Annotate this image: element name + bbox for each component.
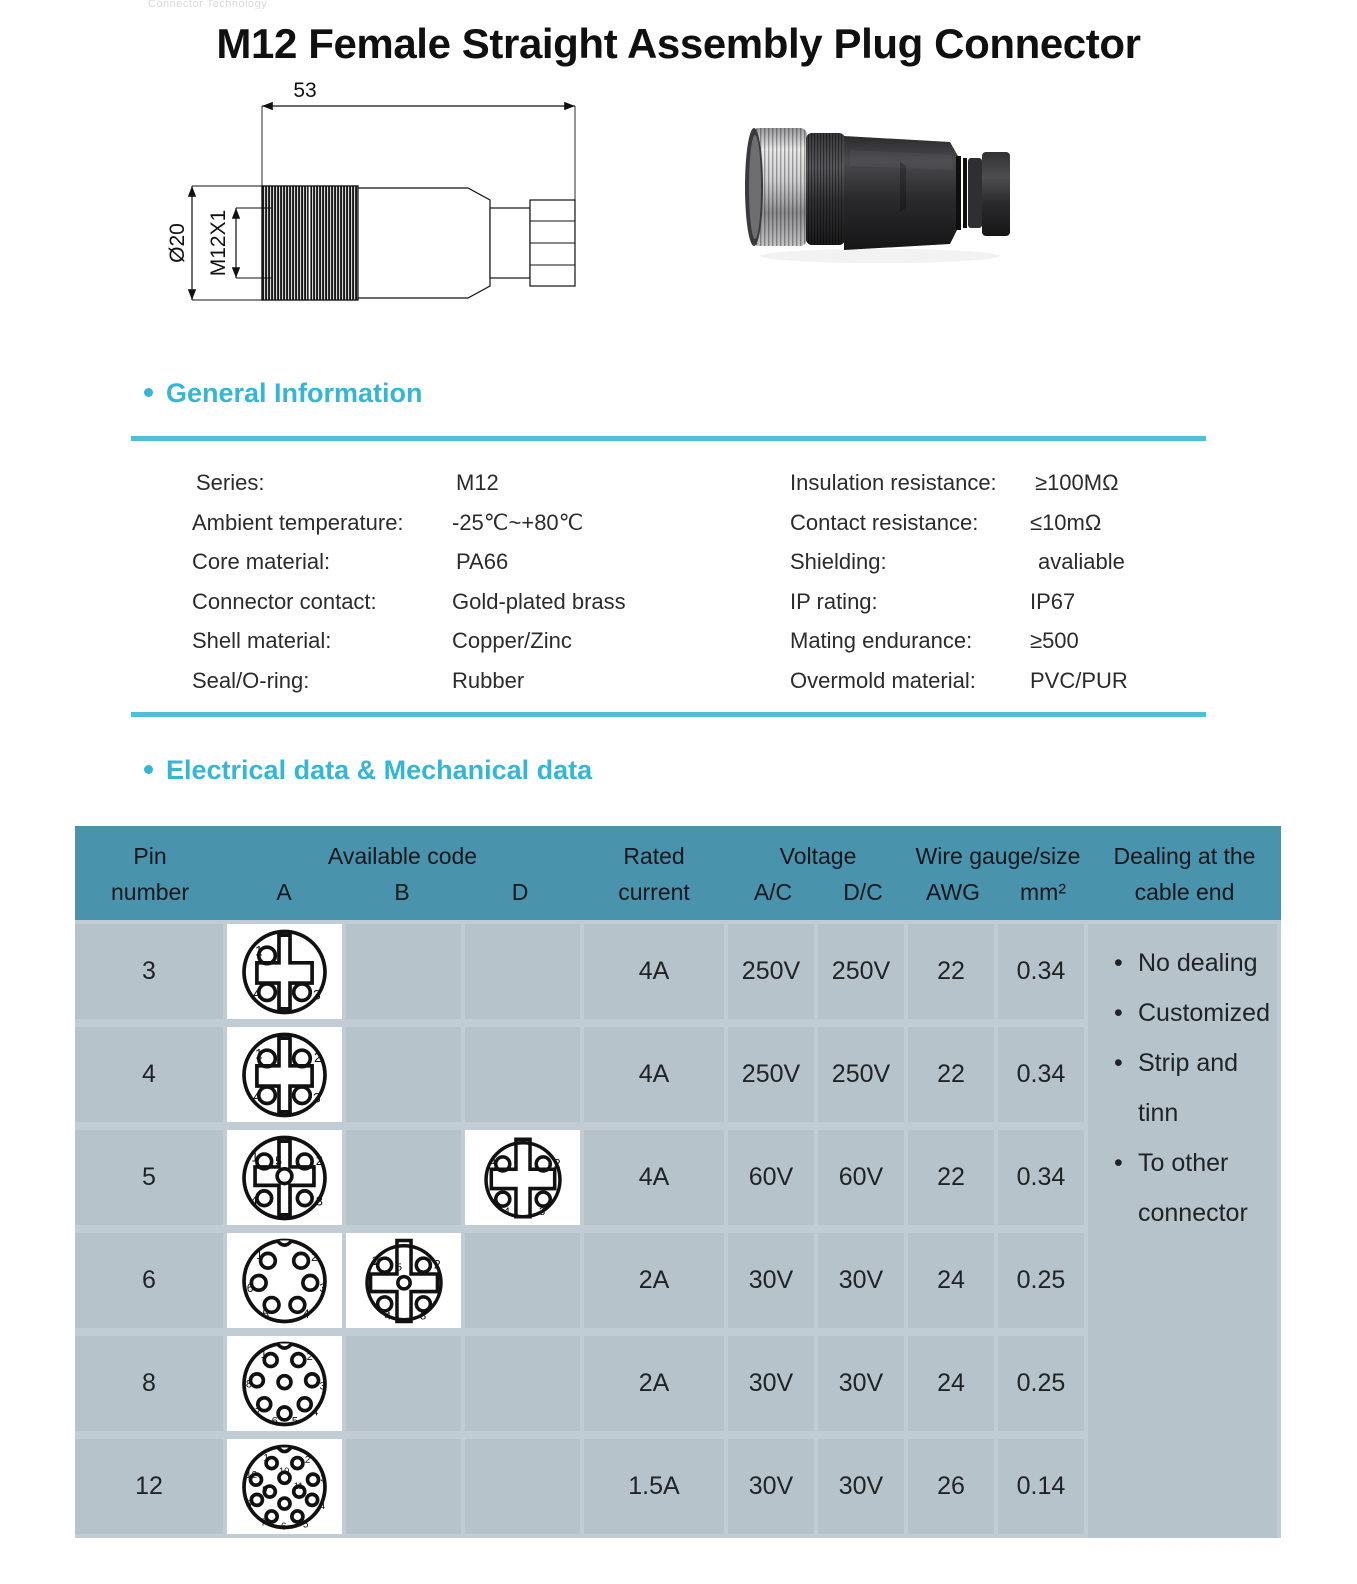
svg-text:3: 3 xyxy=(319,1280,327,1295)
info-value: M12 xyxy=(456,470,499,495)
info-value: PA66 xyxy=(456,549,509,574)
cell-voltage-dc: 250V xyxy=(818,1027,904,1122)
cell-voltage-dc: 30V xyxy=(818,1336,904,1431)
svg-text:3: 3 xyxy=(313,1090,321,1106)
info-value: Rubber xyxy=(452,667,525,693)
header-dc: D/C xyxy=(843,879,883,905)
info-value: PVC/PUR xyxy=(1030,667,1128,693)
cell-awg: 24 xyxy=(908,1336,994,1431)
cell-code-a-diagram xyxy=(227,1439,342,1534)
cell-awg: 22 xyxy=(908,924,994,1019)
general-info-right-column xyxy=(790,470,1270,707)
cell-rated-current: 2A xyxy=(584,1233,724,1328)
svg-text:2: 2 xyxy=(311,1249,318,1264)
cell-voltage-ac: 250V xyxy=(728,1027,814,1122)
specifications-table xyxy=(75,826,1281,1538)
cell-voltage-ac: 30V xyxy=(728,1233,814,1328)
general-info-row xyxy=(790,628,1270,668)
cell-rated-current: 2A xyxy=(584,1336,724,1431)
svg-text:2: 2 xyxy=(433,1257,441,1272)
svg-text:4: 4 xyxy=(384,1310,391,1323)
svg-text:1: 1 xyxy=(255,1247,263,1262)
cell-voltage-ac: 30V xyxy=(728,1439,814,1534)
info-label: Shell material: xyxy=(192,628,332,653)
cell-rated-current: 4A xyxy=(584,1130,724,1225)
svg-text:53: 53 xyxy=(293,79,317,102)
cell-pin-number: 4 xyxy=(75,1027,223,1122)
pinout-5pin-a-icon xyxy=(237,1132,332,1224)
cell-code-d-empty xyxy=(465,1233,580,1328)
general-info-row xyxy=(192,589,752,629)
svg-text:4: 4 xyxy=(253,985,261,1001)
svg-text:6: 6 xyxy=(280,1520,287,1532)
info-value: -25℃~+80℃ xyxy=(452,509,584,535)
svg-text:1: 1 xyxy=(251,1148,259,1164)
info-label: Series: xyxy=(196,470,265,495)
general-info-row xyxy=(192,549,752,589)
cell-awg: 22 xyxy=(908,1130,994,1225)
table-body xyxy=(75,920,1281,1538)
cell-code-d-empty xyxy=(465,924,580,1019)
cell-code-d-empty xyxy=(465,1336,580,1431)
product-photo-svg xyxy=(700,100,1080,300)
svg-text:2: 2 xyxy=(315,1152,323,1168)
cell-pin-number: 12 xyxy=(75,1439,223,1534)
pinout-8pin-a-icon xyxy=(237,1338,332,1430)
svg-text:1: 1 xyxy=(489,1152,497,1167)
cell-pin-number: 8 xyxy=(75,1336,223,1431)
svg-text:M12X1: M12X1 xyxy=(207,209,230,277)
header-rated-line2: current xyxy=(618,879,690,905)
svg-text:7: 7 xyxy=(260,1517,267,1529)
header-dealing-line2: cable end xyxy=(1134,879,1235,905)
cell-awg: 24 xyxy=(908,1233,994,1328)
logo-text: Connector Technology xyxy=(148,0,268,9)
cell-awg: 22 xyxy=(908,1027,994,1122)
info-value: ≥100MΩ xyxy=(1035,470,1119,495)
pinout-6pin-a-icon xyxy=(237,1235,332,1327)
page-title: M12 Female Straight Assembly Plug Connector xyxy=(216,20,1141,67)
svg-text:4: 4 xyxy=(302,1306,310,1321)
info-label: Insulation resistance: xyxy=(790,470,997,495)
divider-top xyxy=(131,436,1206,441)
cell-code-a-diagram xyxy=(227,1336,342,1431)
svg-text:3: 3 xyxy=(313,987,321,1003)
info-value: Copper/Zinc xyxy=(452,628,572,653)
svg-text:1: 1 xyxy=(263,1452,269,1464)
header-dealing-line1: Dealing at the xyxy=(1113,843,1256,869)
svg-text:6: 6 xyxy=(271,1414,278,1427)
table-header-row xyxy=(75,826,1281,920)
header-voltage: Voltage xyxy=(779,843,857,869)
general-info-row xyxy=(790,470,1270,510)
svg-text:5: 5 xyxy=(262,1306,270,1321)
svg-text:7: 7 xyxy=(255,1405,262,1418)
cell-code-a-diagram xyxy=(227,924,342,1019)
svg-text:1: 1 xyxy=(255,942,263,958)
cell-awg: 26 xyxy=(908,1439,994,1534)
dealing-option: • No dealing xyxy=(1112,938,1277,988)
section-heading-general xyxy=(144,378,423,409)
cell-code-b-diagram xyxy=(346,1233,461,1328)
svg-text:3: 3 xyxy=(320,1472,327,1484)
cell-voltage-ac: 250V xyxy=(728,924,814,1019)
general-info-row xyxy=(790,668,1270,708)
drawing-svg xyxy=(150,78,670,313)
general-info-left-column xyxy=(192,470,752,707)
cell-mm2: 0.34 xyxy=(998,1130,1084,1225)
product-photo xyxy=(700,100,1080,300)
pinout-5pin-d-icon xyxy=(479,1134,567,1222)
svg-text:5: 5 xyxy=(302,1518,309,1530)
svg-text:4: 4 xyxy=(319,1500,326,1512)
cell-code-d-diagram xyxy=(465,1130,580,1225)
dealing-option: • To other connector xyxy=(1112,1138,1277,1238)
company-logo xyxy=(148,0,388,9)
cell-code-a-diagram xyxy=(227,1027,342,1122)
info-label: Overmold material: xyxy=(790,667,976,693)
svg-text:2: 2 xyxy=(306,1350,313,1363)
info-label: Shielding: xyxy=(790,549,887,574)
dealing-option: • Customized xyxy=(1112,988,1277,1038)
svg-text:4: 4 xyxy=(312,1405,319,1418)
cell-mm2: 0.25 xyxy=(998,1233,1084,1328)
svg-text:2: 2 xyxy=(304,1454,311,1466)
info-value: ≤10mΩ xyxy=(1030,509,1102,535)
info-label: Connector contact: xyxy=(192,588,377,614)
info-value: avaliable xyxy=(1038,549,1125,574)
cell-code-b-empty xyxy=(346,924,461,1019)
info-label: Core material: xyxy=(192,549,331,574)
svg-text:5: 5 xyxy=(275,1153,282,1168)
svg-text:4: 4 xyxy=(253,1088,261,1104)
svg-text:10: 10 xyxy=(278,1465,290,1476)
svg-text:1: 1 xyxy=(255,1045,263,1061)
svg-text:6: 6 xyxy=(246,1280,254,1295)
cell-code-d-empty xyxy=(465,1439,580,1534)
svg-text:12: 12 xyxy=(245,1469,258,1481)
section-heading-electrical xyxy=(144,755,592,786)
dealing-options-list xyxy=(1088,924,1277,1238)
cell-voltage-dc: 250V xyxy=(818,924,904,1019)
cell-voltage-ac: 30V xyxy=(728,1336,814,1431)
header-mm2: mm² xyxy=(1020,879,1066,905)
dealing-option: • Strip and tinn xyxy=(1112,1038,1277,1138)
bullet-icon xyxy=(144,765,153,774)
general-info-row xyxy=(790,589,1270,629)
header-pin-line2: number xyxy=(111,879,189,905)
general-info-row xyxy=(192,470,752,510)
svg-text:11: 11 xyxy=(293,1480,304,1491)
pinout-5pin-b-icon xyxy=(360,1237,448,1325)
info-label: Contact resistance: xyxy=(790,509,979,535)
section-heading-electrical-label: Electrical data & Mechanical data xyxy=(166,755,593,785)
header-pin-line1: Pin xyxy=(133,843,167,869)
cell-voltage-dc: 30V xyxy=(818,1233,904,1328)
cell-code-b-empty xyxy=(346,1027,461,1122)
pinout-3pin-a-icon xyxy=(237,926,332,1018)
svg-text:8: 8 xyxy=(245,1498,252,1510)
cell-rated-current: 4A xyxy=(584,924,724,1019)
cell-voltage-dc: 30V xyxy=(818,1439,904,1534)
info-value: Gold-plated brass xyxy=(452,588,626,614)
cell-code-a-diagram xyxy=(227,1130,342,1225)
header-wire-gauge: Wire gauge/size xyxy=(915,843,1081,869)
general-info-row xyxy=(790,549,1270,589)
header-ac: A/C xyxy=(753,879,793,905)
cell-pin-number: 3 xyxy=(75,924,223,1019)
svg-text:1: 1 xyxy=(260,1348,267,1361)
cell-code-a-diagram xyxy=(227,1233,342,1328)
info-label: Seal/O-ring: xyxy=(192,667,310,693)
general-info-row xyxy=(192,510,752,550)
cell-code-b-empty xyxy=(346,1336,461,1431)
header-available-code: Available code xyxy=(327,843,478,869)
header-code-d: D xyxy=(511,879,529,905)
info-value: ≥500 xyxy=(1030,628,1079,653)
cell-mm2: 0.34 xyxy=(998,924,1084,1019)
pinout-12pin-a-icon xyxy=(237,1441,332,1533)
svg-text:1: 1 xyxy=(370,1253,378,1268)
svg-text:3: 3 xyxy=(315,1193,323,1209)
general-info-row xyxy=(192,668,752,708)
svg-text:5: 5 xyxy=(395,1260,402,1273)
cell-mm2: 0.25 xyxy=(998,1336,1084,1431)
info-label: Ambient temperature: xyxy=(192,509,404,535)
cell-pin-number: 5 xyxy=(75,1130,223,1225)
svg-text:5: 5 xyxy=(291,1414,299,1427)
svg-text:3: 3 xyxy=(538,1205,545,1218)
svg-text:3: 3 xyxy=(319,1380,326,1393)
info-label: IP rating: xyxy=(790,588,878,614)
section-heading-general-label: General Information xyxy=(166,378,423,408)
svg-text:3: 3 xyxy=(419,1310,426,1323)
cell-mm2: 0.14 xyxy=(998,1439,1084,1534)
svg-text:8: 8 xyxy=(245,1378,253,1391)
cell-code-b-empty xyxy=(346,1130,461,1225)
cell-code-b-empty xyxy=(346,1439,461,1534)
divider-bottom xyxy=(131,712,1206,717)
cell-dealing-at-cable-end xyxy=(1088,924,1277,1538)
bullet-icon xyxy=(144,388,153,397)
info-label: Mating endurance: xyxy=(790,628,973,653)
cell-voltage-ac: 60V xyxy=(728,1130,814,1225)
svg-text:2: 2 xyxy=(553,1155,561,1170)
svg-text:Ø20: Ø20 xyxy=(166,223,189,263)
svg-text:9: 9 xyxy=(262,1484,268,1495)
cell-mm2: 0.34 xyxy=(998,1027,1084,1122)
cell-rated-current: 4A xyxy=(584,1027,724,1122)
svg-text:2: 2 xyxy=(313,1049,322,1065)
general-info-row xyxy=(790,510,1270,550)
cell-code-d-empty xyxy=(465,1027,580,1122)
cell-pin-number: 6 xyxy=(75,1233,223,1328)
info-value: IP67 xyxy=(1030,588,1076,614)
svg-text:4: 4 xyxy=(250,1193,258,1209)
technical-drawing xyxy=(150,78,670,313)
svg-text:4: 4 xyxy=(503,1205,510,1218)
pinout-4pin-a-icon xyxy=(237,1029,332,1121)
header-code-b: B xyxy=(394,879,410,905)
general-info-row xyxy=(192,628,752,668)
cell-voltage-dc: 60V xyxy=(818,1130,904,1225)
cell-rated-current: 1.5A xyxy=(584,1439,724,1534)
header-code-a: A xyxy=(276,879,292,905)
header-awg: AWG xyxy=(925,879,981,905)
header-rated-line1: Rated xyxy=(623,843,685,869)
